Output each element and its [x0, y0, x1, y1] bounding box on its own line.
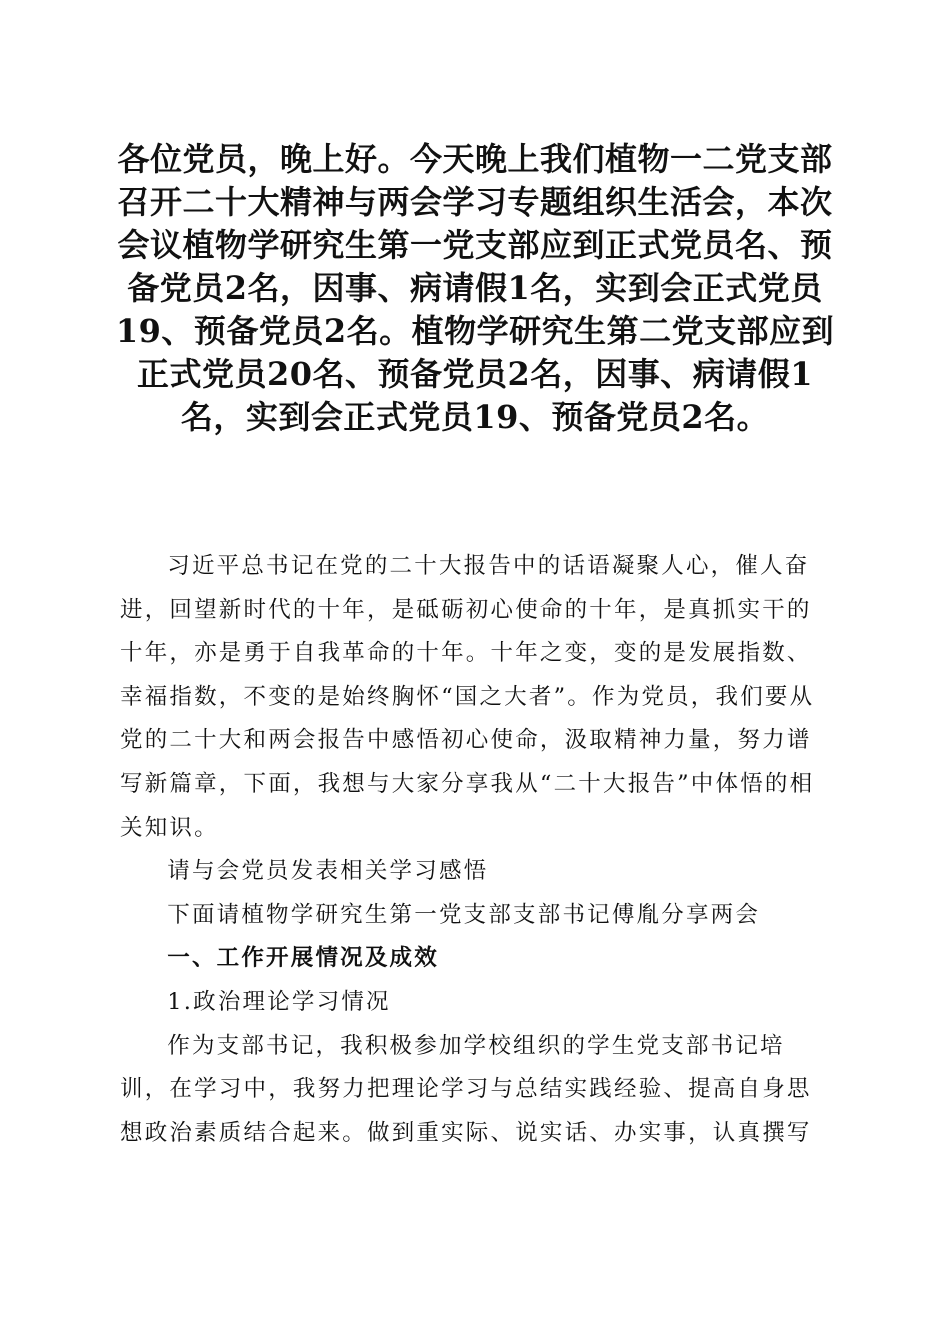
study-paragraph: 作为支部书记，我积极参加学校组织的学生党支部书记培训，在学习中，我努力把理论学习与总结实践经验、提高自身思想政治素质结合起来。做到重实际、说实话、办实事，认真撰写: [120, 1032, 812, 1146]
intro-paragraph: 习近平总书记在党的二十大报告中的话语凝聚人心，催人奋进，回望新时代的十年，是砥砺初心使命的十年，是真抓实干的十年，亦是勇于自我革命的十年。十年之变，变的是发展指数、幸福指数，不变的是始终胸怀“国之大者”。作为党员，我们要从党的二十大和两会报告中感悟初心使命，汲取精神力量，努力谱写新篇章，下面，我想与大家分享我从“二十大报告”中体悟的相关知识。: [120, 553, 815, 841]
section-heading: 一、工作开展情况及成效: [167, 945, 439, 972]
next-speaker-paragraph: 下面请植物学研究生第一党支部支部书记傅胤分享两会: [167, 901, 761, 928]
subsection-heading: 1.政治理论学习情况: [167, 988, 391, 1015]
invite-paragraph: 请与会党员发表相关学习感悟: [167, 858, 489, 885]
document-heading: 各位党员，晚上好。今天晚上我们植物一二党支部召开二十大精神与两会学习专题组织生活会，本次会议植物学研究生第一党支部应到正式党员名、预备党员2名，因事、病请假1名，实到会正式党员19、预备党员2名。植物学研究生第二党支部应到正式党员20名、预备党员2名，因事、病请假1名，实到会正式党员19、预备党员2名。: [115, 140, 835, 436]
document-body: [120, 545, 832, 1155]
